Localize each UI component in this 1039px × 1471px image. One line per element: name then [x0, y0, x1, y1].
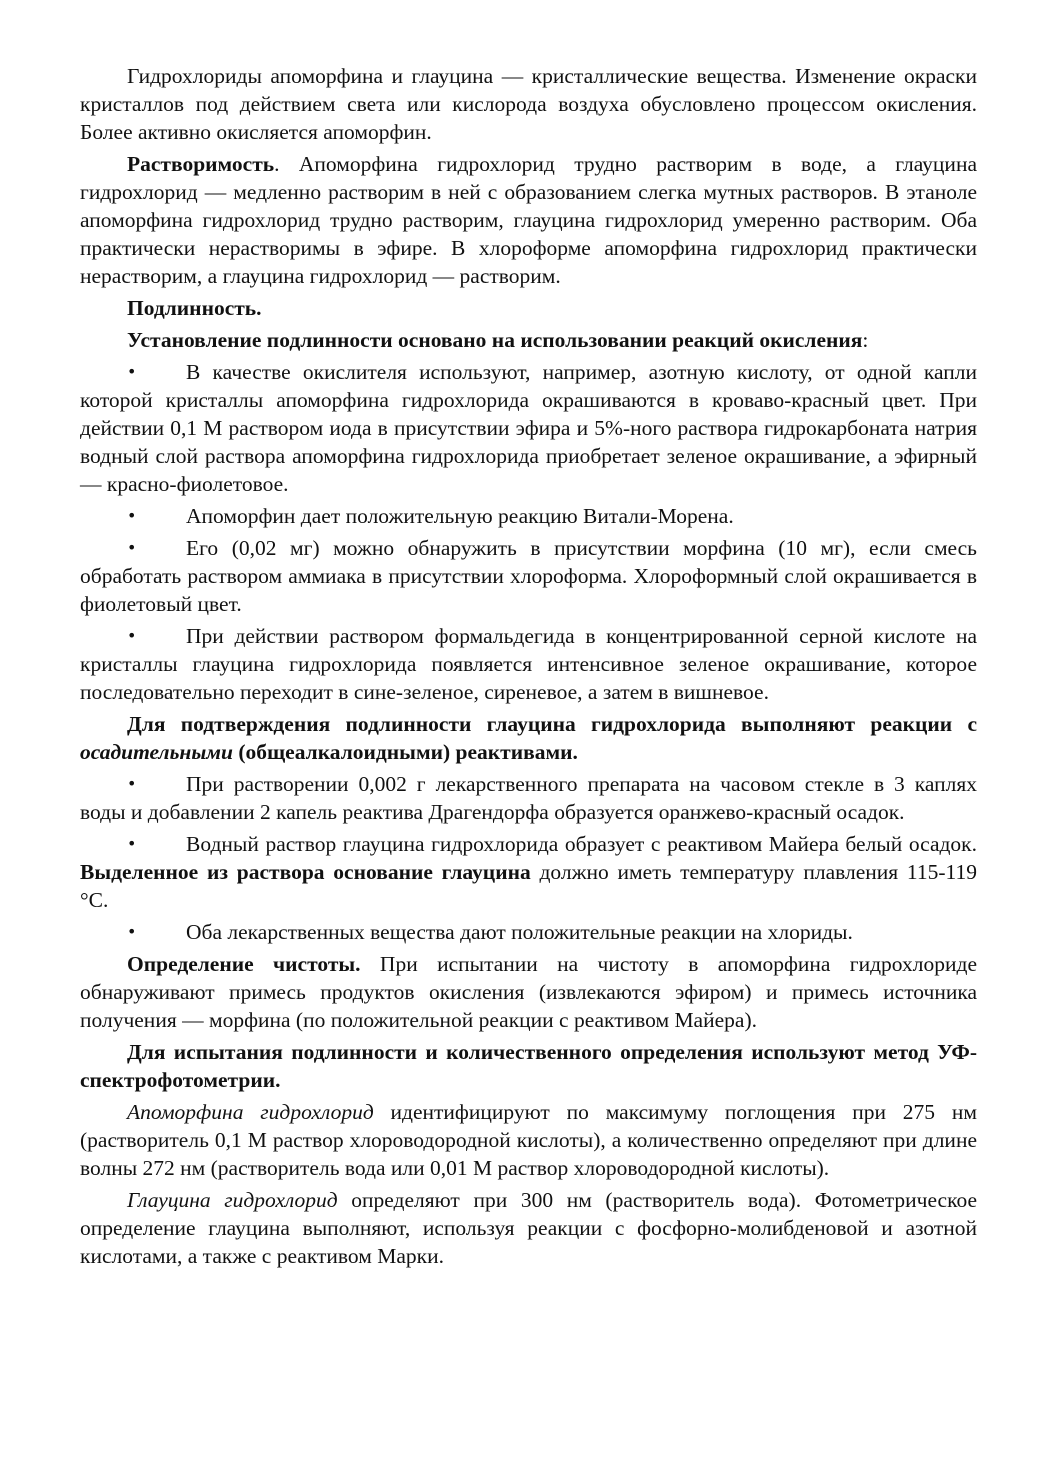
list-item-text: Апоморфин дает положительную реакцию Витали-Морена.	[186, 504, 734, 528]
list-item	[80, 622, 977, 706]
list-item	[80, 918, 977, 946]
solubility-heading: Растворимость	[127, 152, 275, 176]
solubility-text: . Апоморфина гидрохлорид трудно растворим в воде, а глауцина гидрохлорид — медленно растворим в ней с образованием слегка мутных растворов. В этаноле апоморфина гидрохлорид трудно растворим, глауцина гидрохлорид умеренно растворим. Оба практически нерастворимы в эфире. В хлороформе апоморфина гидрохлорид практически нерастворим, а глауцина гидрохлорид — растворим.	[80, 152, 977, 288]
bullet-icon: •	[127, 538, 137, 557]
apomorphine-uv-text: идентифицируют по максимуму поглощения при 275 нм (растворитель 0,1 М раствор хлороводородной кислоты), а количественно определяют при длине волны 272 нм (растворитель вода или 0,01 М раствор хлороводородной кислоты).	[80, 1100, 978, 1180]
paragraph-apomorphine-uv	[80, 1098, 977, 1182]
glaucine-uv-italic: Глауцина гидрохлорид	[127, 1188, 338, 1212]
list-item-text: должно иметь температуру плавления 115-119 °С.	[80, 860, 977, 912]
list-item-text: При растворении 0,002 г лекарственного препарата на часовом стекле в 3 каплях воды и добавлении 2 капель реактива Драгендорфа образуется оранжево-красный осадок.	[80, 772, 977, 824]
list-item-text: Его (0,02 мг) можно обнаружить в присутствии морфина (10 мг), если смесь обработать раствором аммиака в присутствии хлороформа. Хлороформный слой окрашивается в фиолетовый цвет.	[80, 536, 977, 616]
bullet-icon: •	[127, 834, 137, 853]
document-page	[80, 62, 977, 1274]
uv-heading	[80, 1038, 977, 1094]
oxidation-colon: :	[862, 328, 869, 352]
list-item-text: В качестве окислителя используют, например, азотную кислоту, от одной капли которой кристаллы апоморфина гидрохлорида окрашиваются в кроваво-красный цвет. При действии 0,1 М раствором иода в присутствии эфира и 5%-ного раствора гидрокарбоната натрия водный слой раствора апоморфина гидрохлорида приобретает зеленое окрашивание, а эфирный — красно-фиолетовое.	[80, 360, 977, 496]
bullet-icon: •	[127, 506, 137, 525]
list-item	[80, 830, 977, 914]
purity-text: При испытании на чистоту в апоморфина гидрохлориде обнаруживают примесь продуктов окисления (извлекаются эфиром) и примесь источника получения — морфина (по положительной реакции с реактивом Майера).	[80, 952, 977, 1032]
list-item-text: При действии раствором формальдегида в концентрированной серной кислоте на кристаллы глауцина гидрохлорида появляется интенсивное зеленое окрашивание, которое последовательно переходит в сине-зеленое, сиреневое, а затем в вишневое.	[80, 624, 977, 704]
oxidation-heading	[80, 326, 977, 354]
glaucine-heading-italic: осадительными	[80, 740, 233, 764]
bullet-icon: •	[127, 626, 137, 645]
list-item	[80, 502, 977, 530]
paragraph-solubility	[80, 150, 977, 290]
paragraph-intro: Гидрохлориды апоморфина и глауцина — кристаллические вещества. Изменение окраски кристаллов под действием света или кислорода воздуха обусловлено процессом окисления. Более активно окисляется апоморфин.	[80, 64, 977, 144]
oxidation-heading-text: Установление подлинности основано на использовании реакций окисления	[127, 328, 863, 352]
glaucine-heading-part2: (общеалкалоидными) реактивами.	[232, 740, 578, 764]
bullet-icon: •	[127, 774, 137, 793]
paragraph-purity	[80, 950, 977, 1034]
apomorphine-uv-italic: Апоморфина гидрохлорид	[127, 1100, 374, 1124]
list-item	[80, 534, 977, 618]
list-item	[80, 770, 977, 826]
list-item-text: Оба лекарственных вещества дают положительные реакции на хлориды.	[186, 920, 853, 944]
uv-heading-text: Для испытания подлинности и количественного определения используют метод УФ-спектрофотометрии.	[80, 1040, 977, 1092]
purity-heading: Определение чистоты.	[127, 952, 361, 976]
glaucine-uv-text: определяют при 300 нм (растворитель вода). Фотометрическое определение глауцина выполняют, используя реакции с фосфорно-молибденовой и азотной кислотами, а также с реактивом Марки.	[80, 1188, 978, 1268]
bullet-icon: •	[127, 922, 137, 941]
list-item-bold: Выделенное из раствора основание глауцина	[80, 860, 531, 884]
list-item	[80, 358, 977, 498]
bullet-icon: •	[127, 362, 137, 381]
authenticity-heading-text: Подлинность.	[127, 296, 262, 320]
list-item-text: Водный раствор глауцина гидрохлорида образует с реактивом Майера белый осадок.	[186, 832, 977, 856]
glaucine-heading	[80, 710, 977, 766]
authenticity-heading	[80, 294, 977, 322]
paragraph-glaucine-uv	[80, 1186, 977, 1270]
glaucine-heading-part1: Для подтверждения подлинности глауцина гидрохлорида выполняют реакции с	[127, 712, 977, 736]
